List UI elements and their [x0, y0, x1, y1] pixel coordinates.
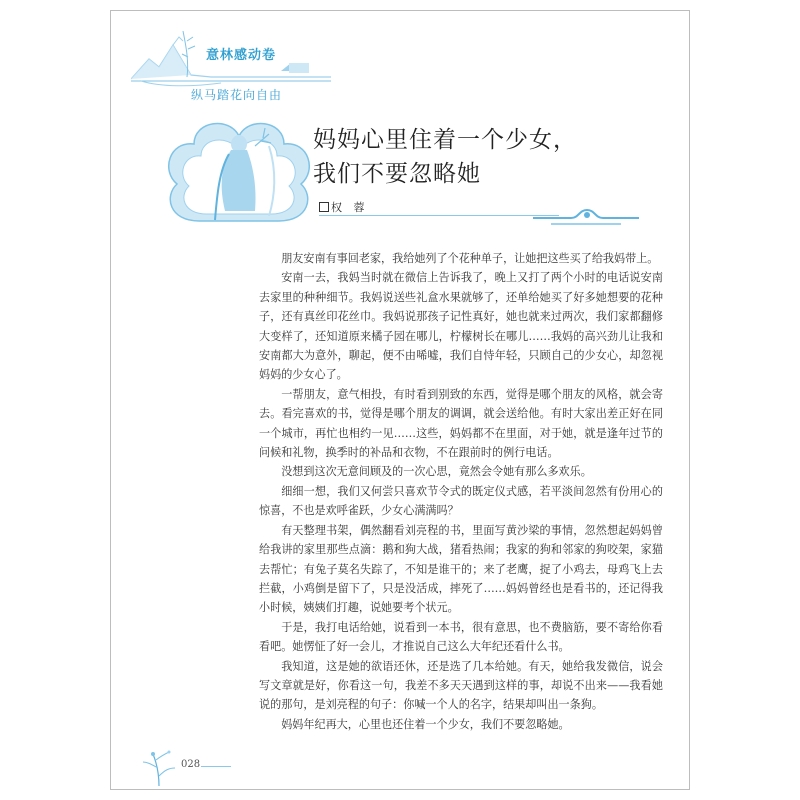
paragraph: 我知道，这是她的欲语还休，还是选了几本给她。有天，她给我发微信，说会写文章就是好，你看这一句，我差不多天天遇到这样的事，却说不出来——我看她说的那句，是刘亮程的句子：你喊一个人的名字，结果却叫出一条狗。	[259, 659, 663, 712]
paragraph: 一帮朋友，意气相投，有时看到别致的东西，觉得是哪个朋友的风格，就会寄去。看完喜欢的书，觉得是哪个朋友的调调，就会送给他。有时大家出差正好在同一个城市，再忙也相约一见……这些，妈妈都不在里面，对于她，就是逢年过节的问候和礼物，换季时的补品和衣物，不在跟前时的例行电话。	[259, 387, 663, 460]
footer-divider	[201, 766, 231, 767]
article-body	[259, 249, 663, 734]
paragraph: 妈妈年纪再大，心里也还住着一个少女，我们不要忽略她。	[281, 717, 570, 731]
series-title: 意林感动卷	[206, 48, 277, 63]
page-number: 028	[181, 759, 201, 770]
paragraph: 没想到这次无意间顾及的一次心思，竟然会令她有那么多欢乐。	[281, 465, 592, 479]
paragraph: 细细一想，我们又何尝只喜欢节令式的既定仪式感，若平淡间忽然有份用心的惊喜，不也是欢呼雀跃，少女心满满吗？	[259, 484, 663, 518]
author-name: 权 蓉	[331, 201, 369, 214]
article-title-line-2: 我们不要忽略她	[313, 161, 481, 187]
paragraph: 安南一去，我妈当时就在微信上告诉我了，晚上又打了两个小时的电话说安南去家里的种种细节。我妈说送些礼盒水果就够了，还单给她买了好多她想要的花种子，还有真丝印花丝巾。我妈说那孩子记性真好，她也就来过两次，我们家都翻修大变样了，还知道原来橘子园在哪儿，柠檬树长在哪儿……我妈的高兴劲儿让我和安南都大为意外，聊起，便不由唏嘘，我们自恃年轻，只顾自己的少女心，却忽视妈妈的少女心了。	[259, 271, 663, 382]
article-title	[313, 123, 577, 191]
plant-footer-icon	[141, 746, 181, 786]
page-header	[131, 31, 351, 101]
series-subtitle: 纵马踏花向自由	[191, 88, 283, 102]
book-page	[110, 10, 690, 790]
title-divider	[319, 215, 559, 216]
article-title-line-1: 妈妈心里住着一个少女，	[313, 127, 577, 153]
paragraph: 有天整理书架，偶然翻看刘亮程的书，里面写黄沙梁的事情，忽然想起妈妈曾给我讲的家里那些点滴：鹅和狗大战，猪看热闹；我家的狗和邻家的狗咬架，家猫去帮忙；有兔子莫名失踪了，不知是谁干的；来了老鹰，捉了小鸡去，母鸡飞上去拦截，小鸡倒是留下了，只是没活成，摔死了……妈妈曾经也是看书的，还记得我小时候，姨姨们打趣，说她要考个状元。	[259, 523, 663, 615]
cloud-ornament-icon	[531, 206, 641, 230]
author-square-icon	[319, 202, 329, 212]
article-author	[319, 199, 369, 215]
paragraph: 朋友安南有事回老家，我给她列了个花种单子，让她把这些买了给我妈带上。	[281, 252, 659, 265]
paragraph: 于是，我打电话给她，说看到一本书，很有意思，也不费脑筋，要不寄给你看看吧。她愣怔了好一会儿，才推说自己这么大年纪还看什么书。	[259, 620, 663, 654]
girl-quatrefoil-illustration	[159, 116, 319, 231]
